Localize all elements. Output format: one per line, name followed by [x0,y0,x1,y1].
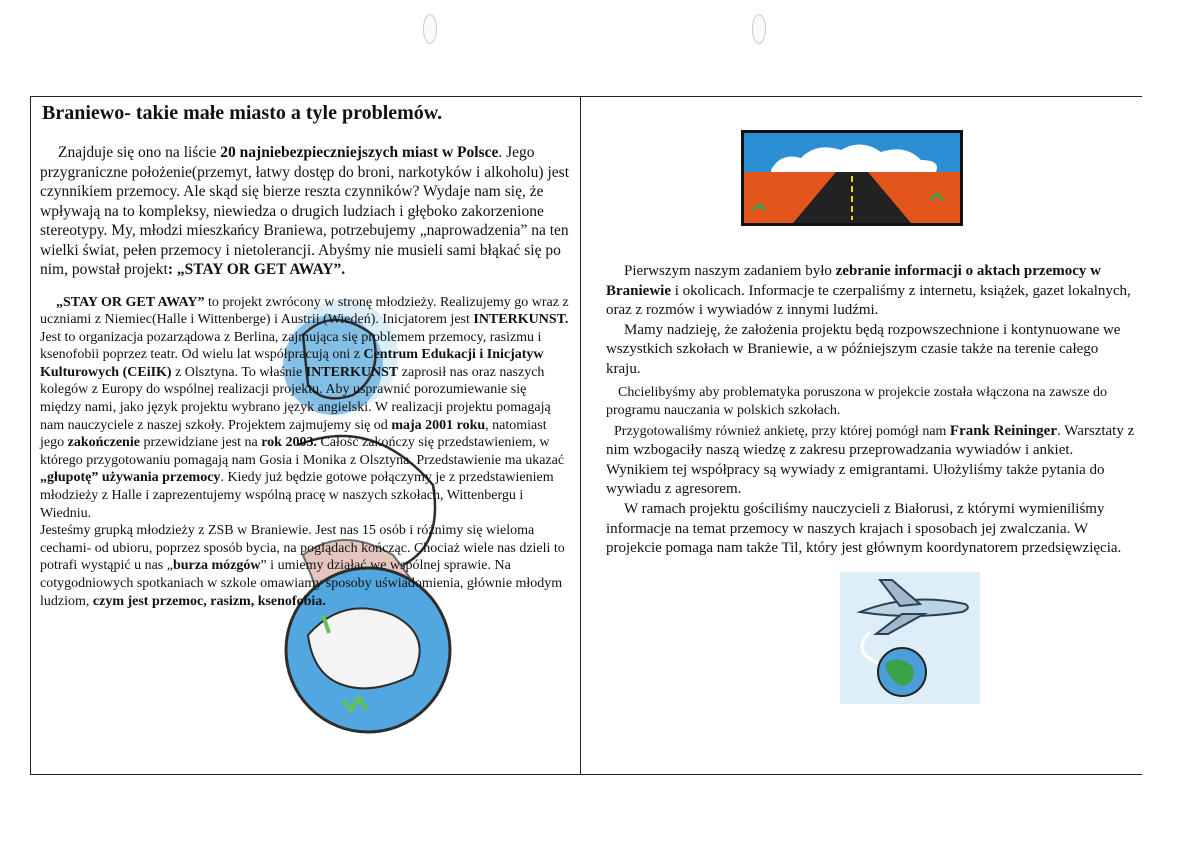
right-paragraph-3 [606,384,1136,420]
body-text: zaprosił nas oraz naszych kolegów z Europy do wspólnej realizacji projektu. Aby usprawnić porozumiewanie się między nami, jako język projektu wybrano język angielski. W realizacji projektu pomagają nam nauczyciele z naszej szkoły. Projektem zajmujemy się od [40,364,551,433]
road-illustration [741,130,963,226]
bold-text: czym jest przemoc, rasizm, ksenofobia. [92,593,326,609]
body-text: Jest to organizacja pozarządowa z Berlina, zajmująca się problemem przemocy, rasizmu i ksenofobii poprzez teatr. Od wielu lat współpracują oni z [40,329,542,363]
bold-text: „głupotę” używania przemocy [40,470,221,486]
frame-left-border [30,96,31,774]
body-text: , natomiast jego [40,417,547,451]
body-text: . Warsztaty z nim wzbogaciły naszą wiedzę z zakresu przeprowadzania wywiadów i ankiet. Wynikiem tej współpracy są wywiady z emigrantami. Ułożyliśmy także pytania do wywiadu z agresorem. [606,422,1135,498]
intro-text: . Jego przygraniczne położenie(przemyt, łatwy dostęp do broni, narkotyków i alkoholu) jest czynnikiem przemocy. Ale skąd się bierze reszta czynników? Wydaje nam się, że wpływają na to kompleksy, niewiedza o drugich ludziach i głęboko zakorzenione stereotypy. My, młodzi mieszkańcy Braniewa, potrzebujemy „naprowadzenia” na ten wielki świat, pełen przemocy i nietolerancji. Abyśmy nie musieli sami błąkać się po nim, powstał projekt [40,144,569,278]
intro-text: Znajduje się ono na liście [58,144,221,161]
body-text: . Kiedy już będzie gotowe połączymy je z przedstawieniem młodzieży z Halle i zaprezentujemy wspólną pracę w naszych szkołach, Wittenbergu i Wiedniu. [40,470,554,521]
left-column [40,100,570,610]
bold-text: Frank Reininger [949,422,1058,439]
bold-text: zebranie informacji o aktach przemocy w Braniewie [606,263,1101,299]
airplane-globe-illustration [840,572,980,704]
body-text: W ramach projektu gościliśmy nauczycieli z Białorusi, z którymi wymieniliśmy informacje na temat przemocy w naszych krajach i sposobach jej zwalczania. W projekcie pomaga nam także Til, który jest głównym koordynatorem przedsięwzięcia. [606,500,1122,557]
bold-text: rok 2003. [261,435,317,451]
bold-text: burza mózgów [172,558,261,574]
body-text: Przygotowaliśmy również ankietę, przy której pomógł nam [614,423,950,439]
body-text: ” i umiemy działać we wspólnej sprawie. Na cotygodniowych spotkaniach w szkole omawiamy sposoby uświadomienia, głównie młodym ludziom, [40,558,563,609]
body-text: Chcielibyśmy aby problematyka poruszona w projekcie została włączona na zawsze do programu nauczania w polskich szkołach. [606,384,1108,418]
body-text: Mamy nadzieję, że założenia projektu będą rozpowszechnione i kontynuowane we wszystkich szkołach w Braniewie, a w późniejszym czasie także na terenie całego kraju. [606,321,1121,377]
punch-hole-left [423,14,437,44]
bold-text: Centrum Edukacji i Inicjatyw Kulturowych (CEiIK) [40,347,544,380]
right-paragraph-2 [606,321,1136,380]
project-name-text: : „STAY OR GET AWAY”. [167,261,346,278]
body-text: przewidziane jest na [139,435,262,451]
body-text: Pierwszym naszym zadaniem było [624,263,836,279]
body-text: Jesteśmy grupką młodzieży z ZSB w Braniewie. Jest nas 15 osób i różnimy się wieloma cechami- od ubioru, poprzez sposób bycia, na poglądach kończąc. Chociaż wiele nas dzieli to potrafi wystąpić u nas „ [40,523,565,574]
project-name-text: „STAY OR GET AWAY” [56,294,205,310]
frame-bottom-border [30,774,1142,775]
bold-text: zakończenie [67,435,140,451]
right-paragraph-1 [606,262,1136,321]
right-paragraph-4 [606,422,1136,500]
column-divider [580,96,581,774]
body-text: z Olsztyna. To właśnie [171,364,306,380]
project-paragraph [40,294,570,611]
right-paragraph-5 [606,500,1136,559]
bold-text: INTERKUNST [305,364,399,380]
body-text: Całość zakończy się przedstawieniem, w którego przygotowaniu pomagają nam Gosia i Monika z Olsztyna. Przedstawienie ma ukazać [40,435,565,468]
body-text: i okolicach. Informacje te czerpaliśmy z internetu, książek, gazet lokalnych, oraz z rozmów i wywiadów z innymi ludźmi. [606,282,1131,319]
intro-paragraph [40,143,570,280]
punch-hole-right [752,14,766,44]
intro-bold-text: 20 najniebezpieczniejszych miast w Polsce [220,144,499,161]
bold-text: INTERKUNST. [473,312,569,328]
frame-top-border [30,96,1142,97]
right-column [606,262,1136,559]
bold-text: maja 2001 roku [391,417,486,433]
page-title: Braniewo- takie małe miasto a tyle problemów. [42,102,443,124]
body-text: to projekt zwrócony w stronę młodzieży. Realizujemy go wraz z uczniami z Niemiec(Halle i Wittenberge) i Austrii (Wiedeń). Inicjatorem jest [40,294,569,328]
